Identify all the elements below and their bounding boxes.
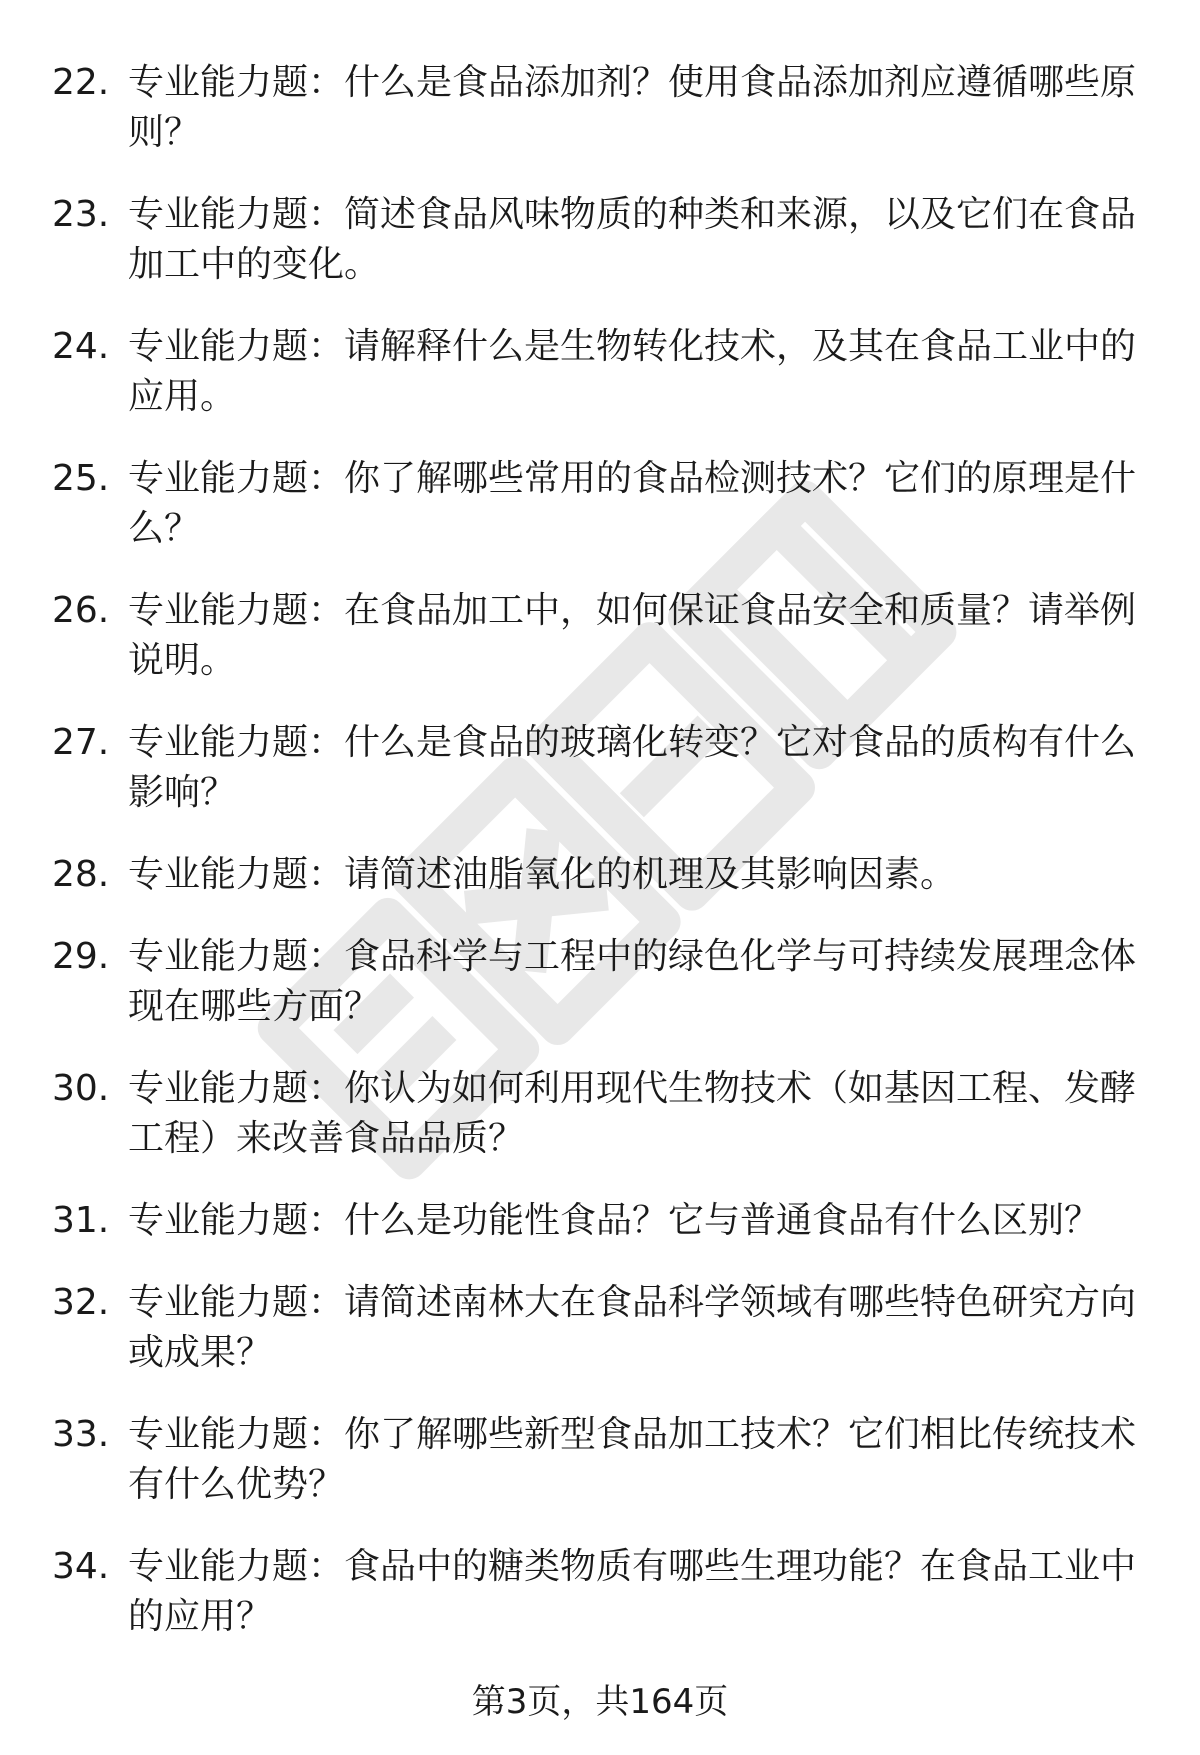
list-item [52, 932, 1152, 1032]
list-item [52, 1410, 1152, 1510]
question-number: 31. [52, 1200, 110, 1241]
question-number: 33. [52, 1414, 110, 1455]
question-text: 专业能力题：食品科学与工程中的绿色化学与可持续发展理念体现在哪些方面？ [128, 936, 1137, 1027]
question-text: 专业能力题：你了解哪些常用的食品检测技术？它们的原理是什么？ [128, 458, 1137, 549]
question-number: 26. [52, 590, 110, 631]
list-item [52, 1542, 1152, 1642]
question-text: 专业能力题：请简述南林大在食品科学领域有哪些特色研究方向或成果？ [128, 1282, 1137, 1373]
question-number: 27. [52, 722, 110, 763]
list-item [52, 586, 1152, 686]
list-item [52, 322, 1152, 422]
question-number: 34. [52, 1546, 110, 1587]
question-list [52, 58, 1152, 1674]
list-item [52, 58, 1152, 158]
list-item [52, 850, 1152, 900]
question-text: 专业能力题：在食品加工中，如何保证食品安全和质量？请举例说明。 [128, 590, 1137, 681]
question-number: 32. [52, 1282, 110, 1323]
list-item [52, 1196, 1152, 1246]
question-number: 30. [52, 1068, 110, 1109]
question-text: 专业能力题：请简述油脂氧化的机理及其影响因素。 [128, 854, 957, 895]
question-number: 24. [52, 326, 110, 367]
question-text: 专业能力题：简述食品风味物质的种类和来源，以及它们在食品加工中的变化。 [128, 194, 1137, 285]
question-text: 专业能力题：什么是食品添加剂？使用食品添加剂应遵循哪些原则？ [128, 62, 1137, 153]
question-text: 专业能力题：你认为如何利用现代生物技术（如基因工程、发酵工程）来改善食品品质？ [128, 1068, 1137, 1159]
list-item [52, 190, 1152, 290]
question-number: 25. [52, 458, 110, 499]
question-number: 29. [52, 936, 110, 977]
question-number: 22. [52, 62, 110, 103]
question-text: 专业能力题：什么是食品的玻璃化转变？它对食品的质构有什么影响？ [128, 722, 1137, 813]
question-text: 专业能力题：什么是功能性食品？它与普通食品有什么区别？ [128, 1200, 1101, 1241]
page-number-label: 第3页，共164页 [471, 1682, 729, 1722]
list-item [52, 1278, 1152, 1378]
question-number: 28. [52, 854, 110, 895]
page-footer [0, 1680, 1200, 1724]
list-item [52, 718, 1152, 818]
question-text: 专业能力题：你了解哪些新型食品加工技术？它们相比传统技术有什么优势？ [128, 1414, 1137, 1505]
question-text: 专业能力题：请解释什么是生物转化技术，及其在食品工业中的应用。 [128, 326, 1137, 417]
question-number: 23. [52, 194, 110, 235]
list-item [52, 1064, 1152, 1164]
list-item [52, 454, 1152, 554]
question-text: 专业能力题：食品中的糖类物质有哪些生理功能？在食品工业中的应用？ [128, 1546, 1137, 1637]
